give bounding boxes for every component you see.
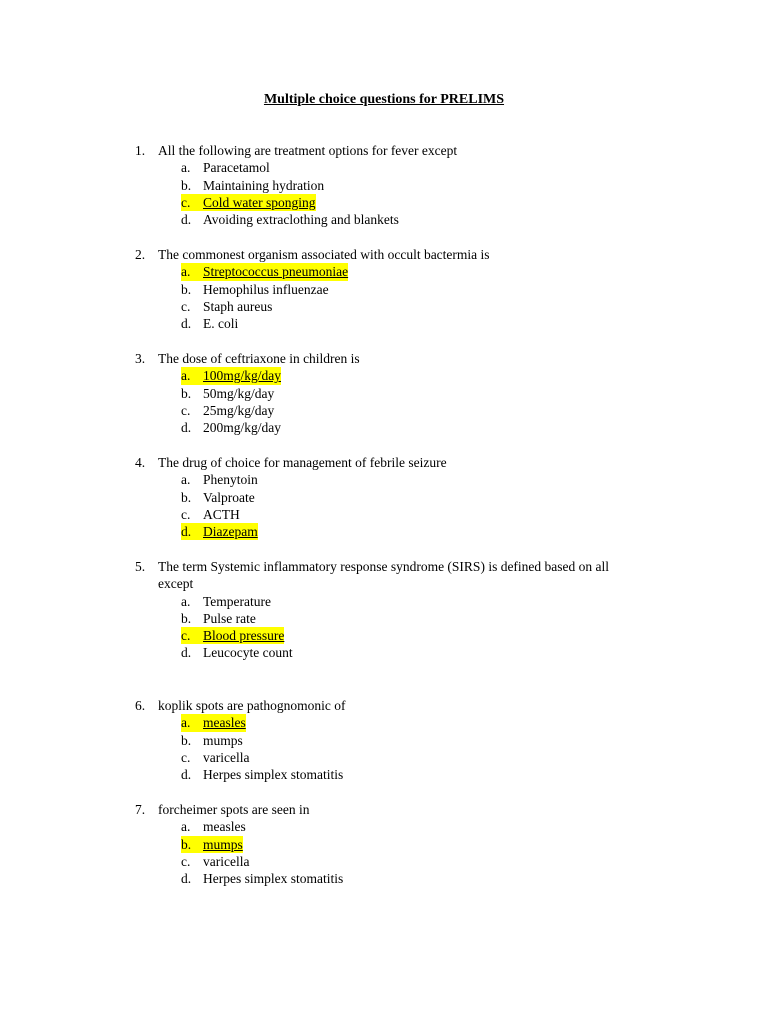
option-letter: d. <box>181 645 192 661</box>
option-text: Hemophilus influenzae <box>203 281 329 297</box>
question-line <box>0 697 768 714</box>
option-text: Pulse rate <box>203 610 256 626</box>
question-text: The dose of ceftriaxone in children is <box>158 351 360 366</box>
option-a-correct <box>0 263 768 280</box>
question-number: 6. <box>135 698 146 713</box>
option-letter: a. <box>181 593 191 609</box>
question-number: 4. <box>135 455 146 470</box>
option-letter: c. <box>181 402 191 418</box>
option-a <box>0 471 768 488</box>
option-text: Herpes simplex stomatitis <box>203 767 344 783</box>
option-d <box>0 766 768 783</box>
question-number: 5. <box>135 559 146 574</box>
option-text: Herpes simplex stomatitis <box>203 871 344 887</box>
option-letter: b. <box>181 177 192 193</box>
option-b <box>0 385 768 402</box>
option-c <box>0 402 768 419</box>
option-letter: d. <box>181 871 192 887</box>
option-a <box>0 818 768 835</box>
option-text: measles <box>203 715 246 731</box>
option-text: mumps <box>203 732 243 748</box>
option-b <box>0 610 768 627</box>
question-text: except <box>158 576 194 592</box>
question-line <box>0 246 768 263</box>
option-letter: c. <box>181 628 191 644</box>
option-letter: c. <box>181 853 191 869</box>
option-text: Blood pressure <box>203 628 285 644</box>
question-line <box>0 454 768 471</box>
option-letter: a. <box>181 819 191 835</box>
question-1 <box>0 142 768 228</box>
question-line <box>0 558 768 575</box>
option-letter: c. <box>181 506 191 522</box>
option-text: 50mg/kg/day <box>203 385 275 401</box>
option-text: 25mg/kg/day <box>203 402 275 418</box>
option-letter: d. <box>181 524 192 540</box>
option-text: Phenytoin <box>203 472 258 488</box>
option-c <box>0 749 768 766</box>
question-number: 1. <box>135 143 146 158</box>
option-d <box>0 315 768 332</box>
option-text: measles <box>203 819 246 835</box>
option-text: Streptococcus pneumoniae <box>203 264 349 280</box>
question-number: 2. <box>135 247 146 262</box>
question-text: koplik spots are pathognomonic of <box>158 698 346 713</box>
option-letter: a. <box>181 264 191 280</box>
option-c-correct <box>0 627 768 644</box>
option-text: varicella <box>203 853 250 869</box>
option-text: Maintaining hydration <box>203 177 325 193</box>
option-a <box>0 159 768 176</box>
option-letter: b. <box>181 489 192 505</box>
question-line <box>0 142 768 159</box>
option-a-correct <box>0 367 768 384</box>
question-3 <box>0 350 768 436</box>
question-text: The term Systemic inflammatory response syndrome (SIRS) is defined based on all <box>158 559 610 574</box>
option-c-correct <box>0 194 768 211</box>
option-text: E. coli <box>203 316 239 332</box>
question-7 <box>0 801 768 887</box>
option-text: mumps <box>203 836 243 852</box>
page-title: Multiple choice questions for PRELIMS <box>263 92 505 107</box>
option-text: Staph aureus <box>203 298 273 314</box>
option-letter: a. <box>181 160 191 176</box>
option-text: Temperature <box>203 593 272 609</box>
option-text: 100mg/kg/day <box>203 368 281 384</box>
option-letter: d. <box>181 767 192 783</box>
option-text: Valproate <box>203 489 255 505</box>
option-b <box>0 489 768 506</box>
option-letter: a. <box>181 715 191 731</box>
option-letter: b. <box>181 836 192 852</box>
option-text: Paracetamol <box>203 160 270 176</box>
question-2 <box>0 246 768 332</box>
option-text: Cold water sponging <box>203 194 316 210</box>
option-a-correct <box>0 714 768 731</box>
option-letter: c. <box>181 749 191 765</box>
option-text: Avoiding extraclothing and blankets <box>203 212 399 228</box>
option-text: ACTH <box>203 506 240 522</box>
question-5 <box>0 558 768 662</box>
option-b <box>0 732 768 749</box>
option-letter: d. <box>181 316 192 332</box>
option-d <box>0 870 768 887</box>
option-d <box>0 211 768 228</box>
option-letter: b. <box>181 732 192 748</box>
question-line <box>0 350 768 367</box>
option-text: Diazepam <box>203 524 258 540</box>
option-a <box>0 593 768 610</box>
question-text: forcheimer spots are seen in <box>158 802 310 817</box>
question-line <box>0 801 768 818</box>
option-d <box>0 644 768 661</box>
question-4 <box>0 454 768 540</box>
option-text: 200mg/kg/day <box>203 420 281 436</box>
option-letter: d. <box>181 212 192 228</box>
question-number: 3. <box>135 351 146 366</box>
option-b <box>0 281 768 298</box>
option-letter: b. <box>181 281 192 297</box>
option-text: varicella <box>203 749 250 765</box>
question-text: The commonest organism associated with occult bactermia is <box>158 247 490 262</box>
option-c <box>0 298 768 315</box>
question-line-continued <box>0 575 768 592</box>
question-text: All the following are treatment options for fever except <box>158 143 458 158</box>
option-letter: b. <box>181 385 192 401</box>
option-c <box>0 506 768 523</box>
option-letter: d. <box>181 420 192 436</box>
option-b-correct <box>0 836 768 853</box>
option-letter: a. <box>181 472 191 488</box>
option-letter: b. <box>181 610 192 626</box>
question-number: 7. <box>135 802 146 817</box>
question-6 <box>0 697 768 783</box>
option-d <box>0 419 768 436</box>
option-letter: a. <box>181 368 191 384</box>
option-letter: c. <box>181 194 191 210</box>
option-letter: c. <box>181 298 191 314</box>
option-d-correct <box>0 523 768 540</box>
option-b <box>0 177 768 194</box>
option-c <box>0 853 768 870</box>
option-text: Leucocyte count <box>203 645 293 661</box>
question-text: The drug of choice for management of febrile seizure <box>158 455 447 470</box>
